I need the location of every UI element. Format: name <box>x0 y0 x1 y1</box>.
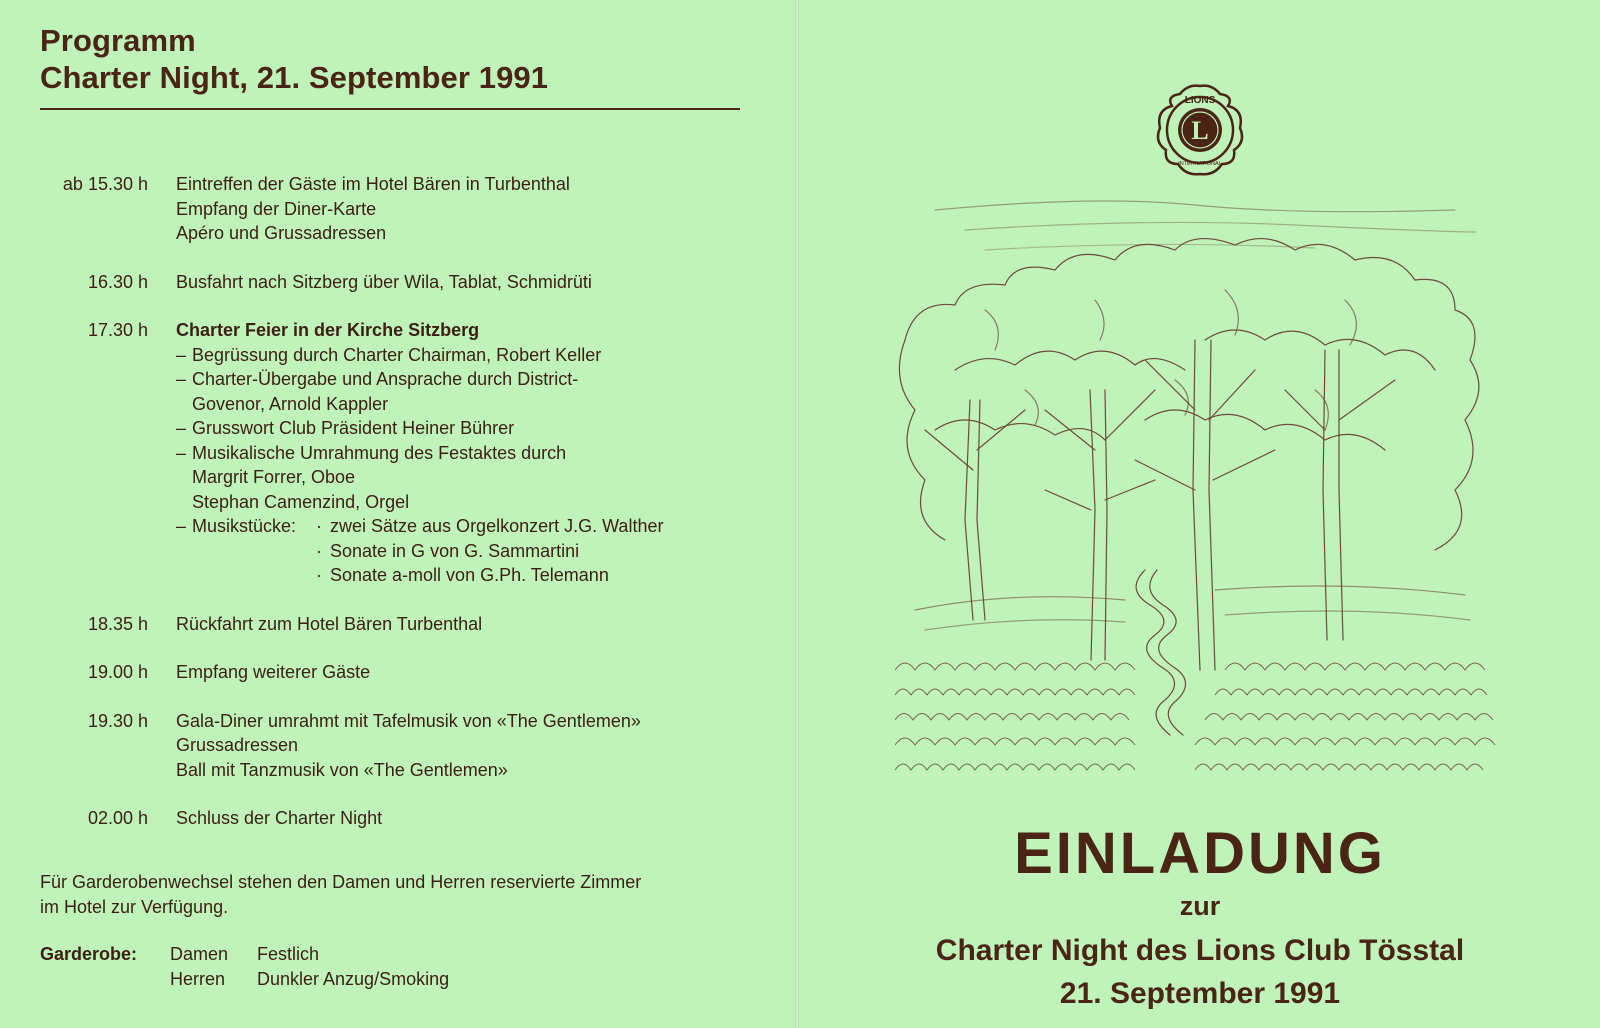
dash-mark: – <box>176 442 187 463</box>
entry-item <box>176 441 740 466</box>
entry-item-continuation: Margrit Forrer, Oboe <box>192 467 356 487</box>
logo-letter: L <box>1191 116 1209 145</box>
entry-time: 16.30 h <box>87 271 148 292</box>
logo-bottom-text: INTERNATIONAL <box>1178 161 1222 167</box>
entry-description <box>176 318 740 588</box>
entry-time: 19.30 h <box>87 710 148 731</box>
bullet-mark: · <box>316 565 322 585</box>
entry-item-text: Charter-Übergabe und Ansprache durch District- <box>192 369 579 389</box>
dress-code-what: Festlich <box>257 944 320 964</box>
schedule-entry <box>40 172 740 246</box>
fold-line <box>795 0 799 1028</box>
entry-item-text: Grusswort Club Präsident Heiner Bührer <box>192 418 515 438</box>
lions-logo <box>1150 80 1250 180</box>
dress-code-what: Dunkler Anzug/Smoking <box>257 968 450 989</box>
entry-item-continuation: Stephan Camenzind, Orgel <box>192 491 410 512</box>
invitation-date: 21. September 1991 <box>1059 977 1341 1010</box>
entry-line: Ball mit Tanzmusik von «The Gentlemen» <box>176 759 508 780</box>
title-rule <box>40 108 740 110</box>
entry-line: Busfahrt nach Sitzberg über Wila, Tablat, Schmidrüti <box>176 271 592 292</box>
entry-line: Grussadressen <box>176 735 299 755</box>
schedule-entry <box>40 612 740 637</box>
dress-code-who: Herren <box>170 968 226 989</box>
entry-line: Apéro und Grussadressen <box>176 223 387 243</box>
music-piece <box>316 539 663 564</box>
entry-item <box>176 416 740 441</box>
entry-description <box>176 270 740 295</box>
note-line: im Hotel zur Verfügung. <box>40 896 229 917</box>
music-piece <box>316 563 663 588</box>
entry-description <box>176 806 740 831</box>
invitation-zur: zur <box>1179 891 1221 921</box>
entry-heading: Charter Feier in der Kirche Sitzberg <box>176 320 480 340</box>
entry-item-continuation: Govenor, Arnold Kappler <box>192 393 389 414</box>
dress-code-who: Damen <box>170 944 229 964</box>
schedule-entry <box>40 270 740 295</box>
entry-time: 17.30 h <box>87 320 148 340</box>
entry-item-text: Begrüssung durch Charter Chairman, Robert Keller <box>192 344 602 365</box>
dress-code-label: Garderobe: <box>40 944 138 964</box>
music-piece-list <box>316 514 663 588</box>
entry-description <box>176 660 740 685</box>
bullet-mark: · <box>316 516 322 536</box>
music-label: Musikstücke: <box>192 516 297 536</box>
shrubs <box>895 663 1495 770</box>
entry-line: Schluss der Charter Night <box>176 808 383 828</box>
music-pieces <box>176 514 740 588</box>
entry-description <box>176 709 740 783</box>
program-title-line2: Charter Night, 21. September 1991 <box>40 60 549 95</box>
music-piece-text: zwei Sätze aus Orgelkonzert J.G. Walther <box>330 516 664 536</box>
music-piece-text: Sonate in G von G. Sammartini <box>330 540 580 561</box>
program-title <box>40 22 740 96</box>
entry-line: Empfang der Diner-Karte <box>176 198 377 219</box>
invitation-heading: EINLADUNG <box>1014 821 1386 886</box>
program-panel <box>40 22 740 989</box>
schedule-entry <box>40 660 740 685</box>
entry-line: Gala-Diner umrahmt mit Tafelmusik von «The Gentlemen» <box>176 710 641 731</box>
entry-line: Empfang weiterer Gäste <box>176 662 371 682</box>
schedule <box>40 172 740 855</box>
dash-mark: – <box>176 418 187 438</box>
entry-time: 18.35 h <box>87 613 148 634</box>
program-title-line1: Programm <box>40 23 196 58</box>
entry-item-text: Musikalische Umrahmung des Festaktes durch <box>192 442 567 463</box>
dash-mark: – <box>176 369 187 389</box>
invitation-event: Charter Night des Lions Club Tösstal <box>935 934 1465 967</box>
logo-top-text: LIONS <box>1184 95 1216 106</box>
schedule-entry <box>40 318 740 588</box>
bullet-mark: · <box>316 540 322 561</box>
dash-mark: – <box>176 516 187 536</box>
entry-time: 19.00 h <box>87 662 148 682</box>
forest-sketch <box>895 190 1505 785</box>
schedule-entry <box>40 806 740 831</box>
entry-time: ab 15.30 h <box>62 174 148 194</box>
entry-line: Rückfahrt zum Hotel Bären Turbenthal <box>176 613 483 634</box>
entry-description <box>176 612 740 637</box>
schedule-entry <box>40 709 740 783</box>
entry-time: 02.00 h <box>87 808 148 828</box>
entry-description <box>176 172 740 246</box>
entry-item <box>176 343 740 368</box>
dressing-room-note <box>40 870 760 919</box>
music-piece <box>316 514 663 539</box>
music-piece-text: Sonate a-moll von G.Ph. Telemann <box>330 565 609 585</box>
entry-line: Eintreffen der Gäste im Hotel Bären in Turbenthal <box>176 174 570 194</box>
dash-mark: – <box>176 344 187 365</box>
note-line: Für Garderobenwechsel stehen den Damen und Herren reservierte Zimmer <box>40 872 642 892</box>
entry-item <box>176 367 740 392</box>
